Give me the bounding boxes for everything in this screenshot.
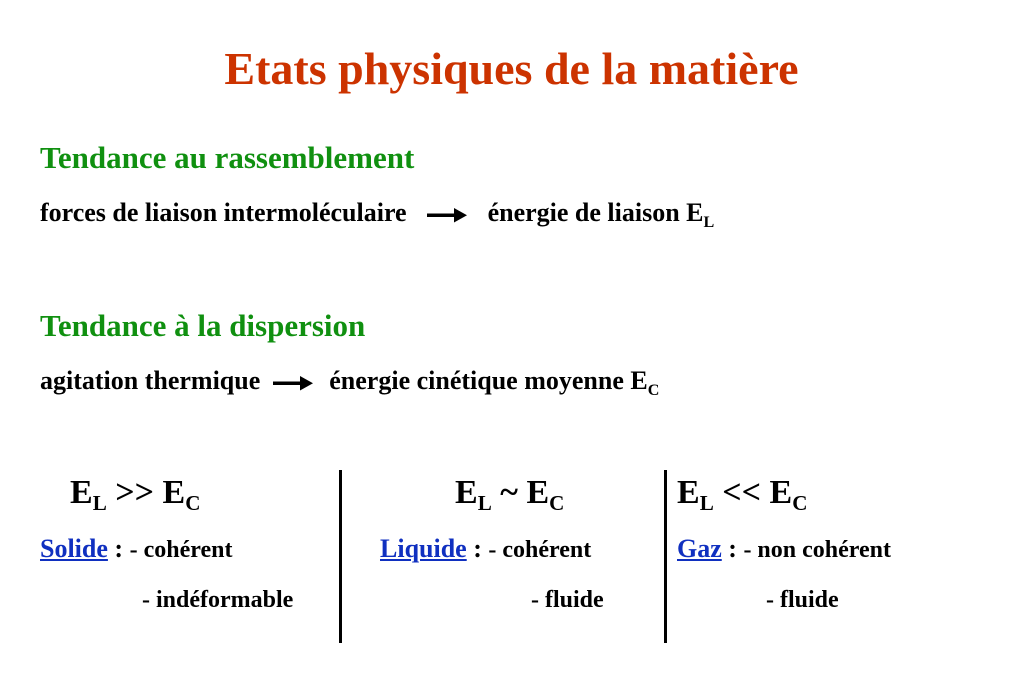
state-gaz — [677, 534, 891, 564]
property: - cohérent — [129, 537, 233, 563]
relation-term: E — [769, 474, 793, 511]
dispersion-line — [40, 366, 660, 399]
relation-operator: << — [713, 474, 770, 511]
relation-term: E — [162, 474, 186, 511]
relation-operator: >> — [106, 474, 163, 511]
relation-subscript: L — [92, 491, 107, 516]
colon: : — [466, 534, 489, 563]
state-solide — [40, 534, 232, 564]
dispersion-right-text: énergie cinétique moyenne E — [329, 366, 648, 395]
relation-subscript: L — [699, 491, 714, 516]
relation-gaz — [677, 474, 808, 516]
relation-solide — [70, 474, 201, 516]
dispersion-left-text: agitation thermique — [40, 366, 261, 395]
column-divider — [339, 470, 342, 643]
right-arrow-icon — [273, 373, 313, 393]
rassemblement-right-text: énergie de liaison E — [487, 198, 704, 227]
colon: : — [721, 534, 744, 563]
state-name-solide[interactable]: Solide — [40, 534, 108, 563]
relation-subscript: C — [792, 491, 808, 516]
property: - fluide — [766, 587, 839, 613]
subscript-l: L — [703, 213, 715, 231]
property: - non cohérent — [743, 537, 891, 563]
relation-term: E — [455, 474, 478, 511]
subscript-c: C — [647, 381, 660, 399]
state-name-liquide[interactable]: Liquide — [380, 534, 467, 563]
state-liquide — [380, 534, 591, 564]
relation-subscript: C — [549, 491, 565, 516]
relation-term: E — [70, 474, 93, 511]
relation-term: E — [677, 474, 700, 511]
relation-operator: ~ — [491, 474, 527, 511]
state-name-gaz[interactable]: Gaz — [677, 534, 722, 563]
right-arrow-icon — [427, 205, 467, 225]
column-divider — [664, 470, 667, 643]
page-title: Etats physiques de la matière — [224, 43, 799, 94]
relation-liquide — [455, 474, 565, 516]
relation-subscript: L — [477, 491, 492, 516]
property: - indéformable — [142, 587, 294, 613]
colon: : — [107, 534, 130, 563]
heading-dispersion: Tendance à la dispersion — [40, 308, 366, 343]
rassemblement-left-text: forces de liaison intermoléculaire — [40, 198, 407, 227]
relation-subscript: C — [185, 491, 201, 516]
property: - fluide — [531, 587, 604, 613]
property: - cohérent — [488, 537, 592, 563]
relation-term: E — [526, 474, 550, 511]
heading-rassemblement: Tendance au rassemblement — [40, 140, 415, 175]
rassemblement-line — [40, 198, 715, 231]
